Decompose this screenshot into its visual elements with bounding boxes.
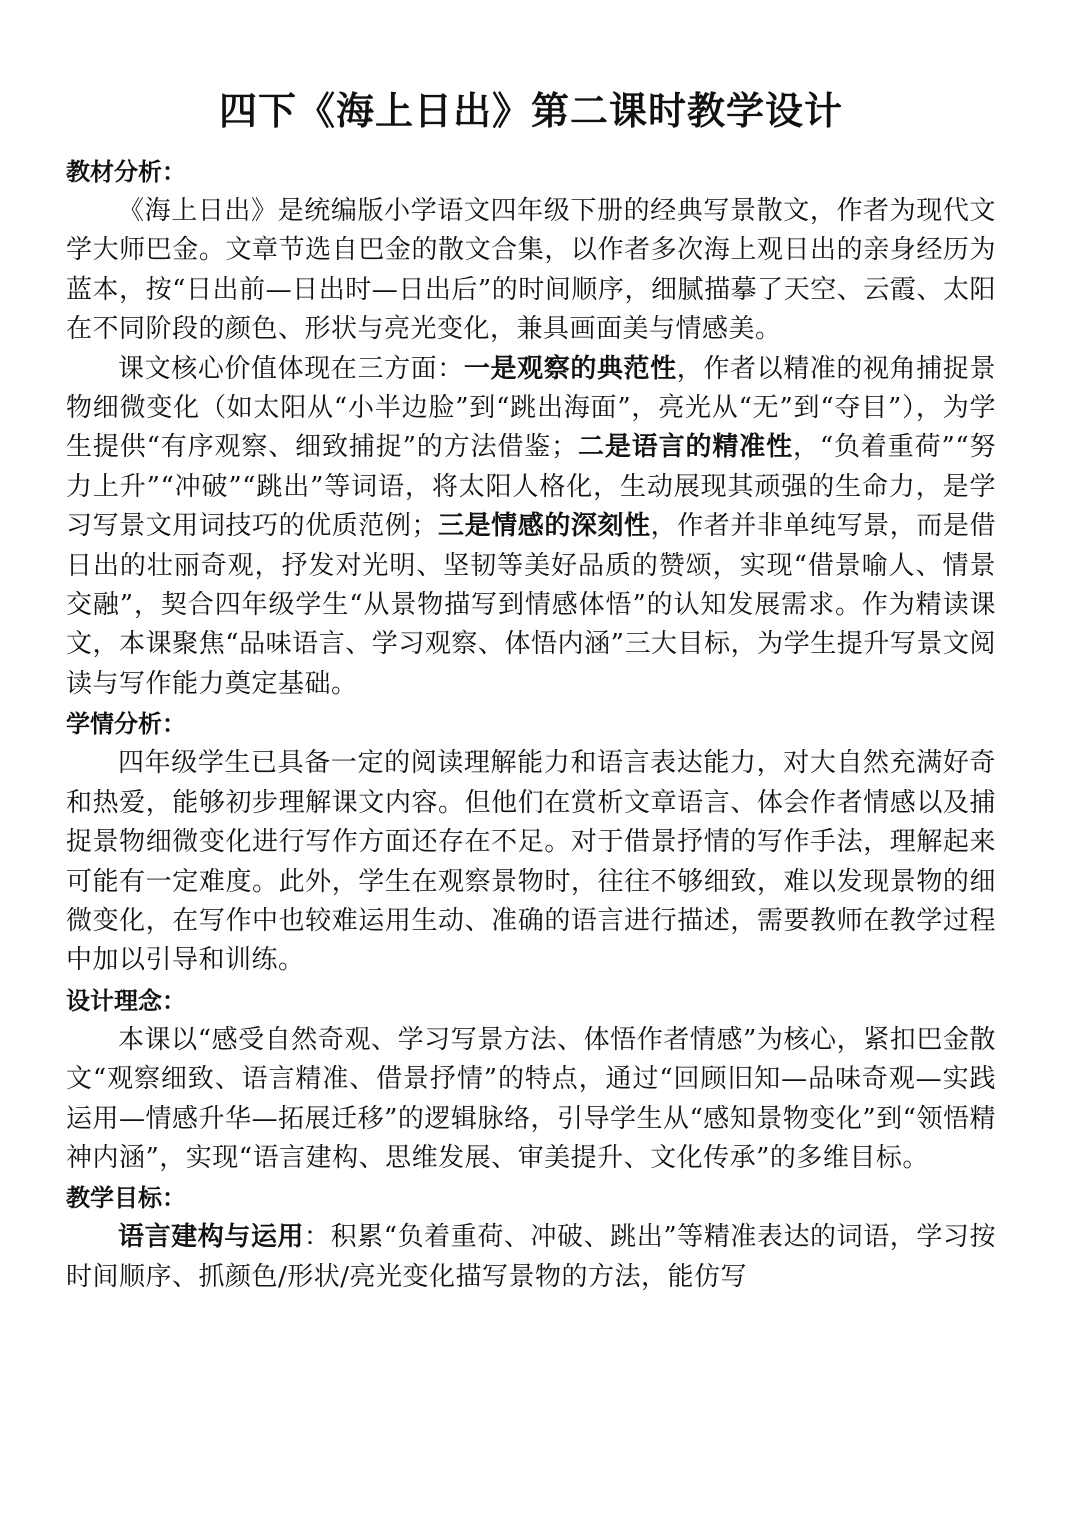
text-run: 《海上日出》是统编版小学语文四年级下册的经典写景散文，作者为现代文学大师巴金。文章节选自巴金的散文合集，以作者多次海上观日出的亲身经历为蓝本，按“日出前—日出时—日出后”的时间顺序，细腻描摹了天空、云霞、太阳在不同阶段的颜色、形状与亮光变化，兼具画面美与情感美。 — [66, 196, 996, 345]
section-paragraph — [66, 192, 996, 350]
section-paragraph — [66, 350, 996, 705]
bold-phrase: 一是观察的典范性 — [463, 353, 677, 384]
section-paragraph — [66, 1218, 996, 1297]
text-run: ，“负着重荷”“努力上升”“冲破”“跳出”等词语，将太阳人格化，生动展现其顽强的生命力，是学习写景文用词技巧的优质范例； — [66, 432, 996, 542]
document-title: 四下《海上日出》第二课时教学设计 — [218, 89, 843, 133]
document-page — [66, 84, 996, 1297]
section-paragraph — [66, 744, 996, 980]
bold-phrase: 语言建构与运用 — [118, 1222, 305, 1253]
section-heading: 教学目标： — [66, 1184, 186, 1213]
text-run: 本课以“感受自然奇观、学习写景方法、体悟作者情感”为核心，紧扣巴金散文“观察细致、语言精准、借景抒情”的特点，通过“回顾旧知—品味奇观—实践运用—情感升华—拓展迁移”的逻辑脉络，引导学生从“感知景物变化”到“领悟精神内涵”，实现“语言建构、思维发展、审美提升、文化传承”的多维目标。 — [66, 1024, 996, 1173]
document-body — [66, 152, 996, 1297]
text-run: ，作者以精准的视角捕捉景物细微变化（如太阳从“小半边脸”到“跳出海面”，亮光从“无”到“夺目”），为学生提供“有序观察、细致捕捉”的方法借鉴； — [66, 353, 996, 463]
section-heading: 教材分析： — [66, 158, 186, 186]
section-heading: 学情分析： — [66, 710, 186, 739]
text-run: ，作者并非单纯写景，而是借日出的壮丽奇观，抒发对光明、坚韧等美好品质的赞颂，实现“借景喻人、情景交融”，契合四年级学生“从景物描写到情感体悟”的认知发展需求。作为精读课文，本课聚焦“品味语言、学习观察、体悟内涵”三大目标，为学生提升写景文阅读与写作能力奠定基础。 — [66, 511, 996, 699]
section-heading: 设计理念： — [66, 986, 186, 1015]
section-paragraph — [66, 1021, 996, 1179]
text-run: ：积累“负着重荷、冲破、跳出”等精准表达的词语，学习按时间顺序、抓颜色/形状/亮光变化描写景物的方法，能仿写 — [66, 1222, 996, 1292]
bold-phrase: 二是语言的精准性 — [577, 432, 793, 463]
bold-phrase: 三是情感的深刻性 — [437, 511, 651, 542]
text-run: 课文核心价值体现在三方面： — [118, 353, 464, 384]
text-run: 四年级学生已具备一定的阅读理解能力和语言表达能力，对大自然充满好奇和热爱，能够初步理解课文内容。但他们在赏析文章语言、体会作者情感以及捕捉景物细微变化进行写作方面还存在不足。对于借景抒情的写作手法，理解起来可能有一定难度。此外，学生在观察景物时，往往不够细致，难以发现景物的细微变化，在写作中也较难运用生动、准确的语言进行描述，需要教师在教学过程中加以引导和训练。 — [66, 748, 996, 976]
